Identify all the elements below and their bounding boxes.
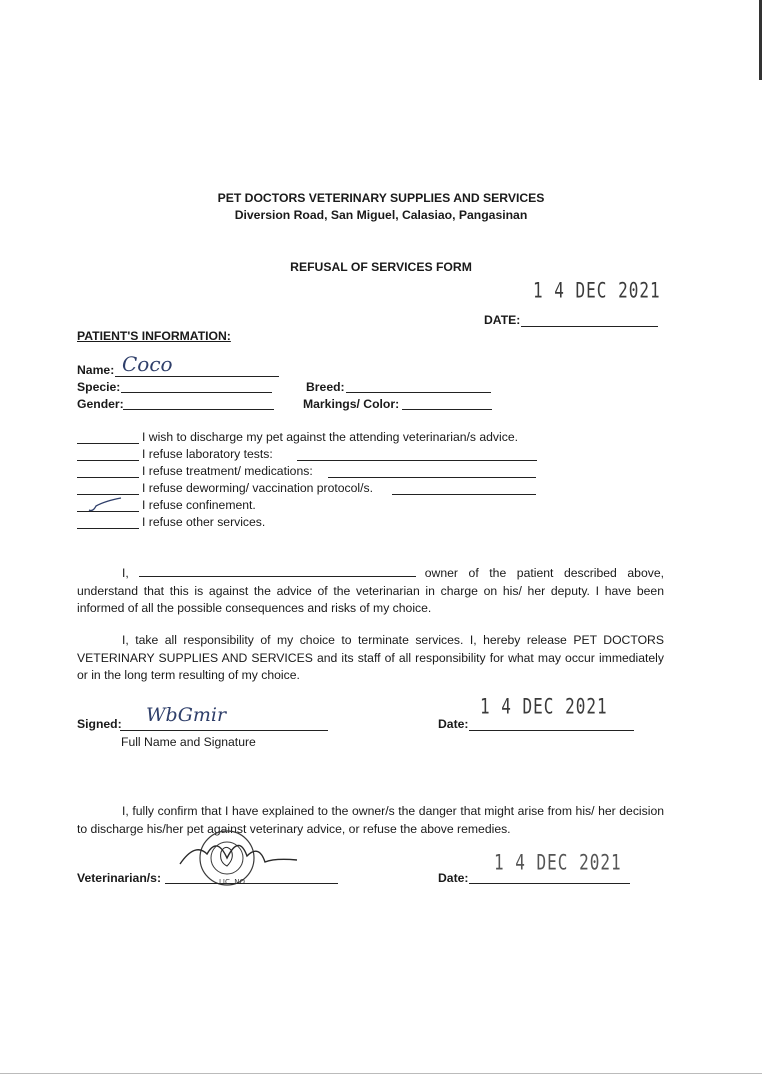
vet-label: Veterinarian/s: <box>77 871 161 885</box>
option-blank-2[interactable] <box>77 460 139 461</box>
owner-paragraph <box>77 565 664 618</box>
checkmark-icon <box>85 497 125 513</box>
form-title: REFUSAL OF SERVICES FORM <box>290 260 472 274</box>
vet-signature-line[interactable] <box>165 883 338 884</box>
vet-confirm-paragraph <box>77 803 664 838</box>
option-text-6: I refuse other services. <box>142 515 266 529</box>
owner-paragraph-rest: owner of the patient described above, understand that this is against the advice of the veterinarian in charge on his/ her deputy. I have been informed of all the possible consequences and risks of my choice. <box>77 566 664 615</box>
option-line-2[interactable] <box>297 460 537 461</box>
markings-label: Markings/ Color: <box>303 397 400 411</box>
release-paragraph <box>77 632 664 685</box>
signature-caption: Full Name and Signature <box>121 735 256 749</box>
vet-date-stamp: 1 4 DEC 2021 <box>494 849 622 875</box>
gender-line[interactable] <box>123 409 274 410</box>
option-blank-3[interactable] <box>77 477 139 478</box>
specie-line[interactable] <box>121 392 272 393</box>
patient-section-title: PATIENT'S INFORMATION: <box>77 329 231 343</box>
top-date-stamp: 1 4 DEC 2021 <box>533 277 661 303</box>
option-text-3: I refuse treatment/ medications: <box>142 464 313 478</box>
option-blank-4[interactable] <box>77 494 139 495</box>
option-text-4: I refuse deworming/ vaccination protocol/s. <box>142 481 373 495</box>
specie-label: Specie: <box>77 380 121 394</box>
signed-line[interactable] <box>120 730 328 731</box>
owner-date-label: Date: <box>438 717 469 731</box>
breed-line[interactable] <box>346 392 491 393</box>
option-line-3[interactable] <box>328 477 536 478</box>
gender-label: Gender: <box>77 397 124 411</box>
markings-line[interactable] <box>402 409 492 410</box>
owner-date-line[interactable] <box>469 730 634 731</box>
option-blank-1[interactable] <box>77 443 139 444</box>
option-text-1: I wish to discharge my pet against the attending veterinarian/s advice. <box>142 430 518 444</box>
option-text-2: I refuse laboratory tests: <box>142 447 273 461</box>
vet-stamp-text: LIC. NO. <box>219 878 247 886</box>
vet-confirm-text: I, fully confirm that I have explained to the owner/s the danger that might arise from his/ her decision to discharge his/her pet against veterinary advice, or refuse the above remedies. <box>77 804 664 836</box>
vet-date-line[interactable] <box>469 883 630 884</box>
option-blank-6[interactable] <box>77 528 139 529</box>
scan-bottom-edge <box>0 1073 762 1074</box>
owner-signature: WbGmir <box>146 704 227 726</box>
owner-paragraph-start: I, <box>122 566 129 580</box>
owner-name-line[interactable] <box>139 566 416 577</box>
signed-label: Signed: <box>77 717 122 731</box>
top-date-label: DATE: <box>484 313 521 327</box>
release-paragraph-text: I, take all responsibility of my choice to terminate services. I, hereby release PET DOCTORS VETERINARY SUPPLIES AND SERVICES and its staff of all responsibility for what may occur immediately or in the long term resulting of my choice. <box>77 633 664 682</box>
top-date-line[interactable] <box>521 326 658 327</box>
vet-seal-icon <box>175 828 315 890</box>
vet-date-label: Date: <box>438 871 469 885</box>
option-text-5: I refuse confinement. <box>142 498 256 512</box>
breed-label: Breed: <box>306 380 345 394</box>
org-name: PET DOCTORS VETERINARY SUPPLIES AND SERVICES <box>217 191 545 205</box>
org-address: Diversion Road, San Miguel, Calasiao, Pangasinan <box>234 208 528 222</box>
owner-date-stamp: 1 4 DEC 2021 <box>480 693 608 719</box>
name-line[interactable] <box>115 376 279 377</box>
name-value: Coco <box>122 352 173 376</box>
name-label: Name: <box>77 363 115 377</box>
option-line-4[interactable] <box>392 494 536 495</box>
